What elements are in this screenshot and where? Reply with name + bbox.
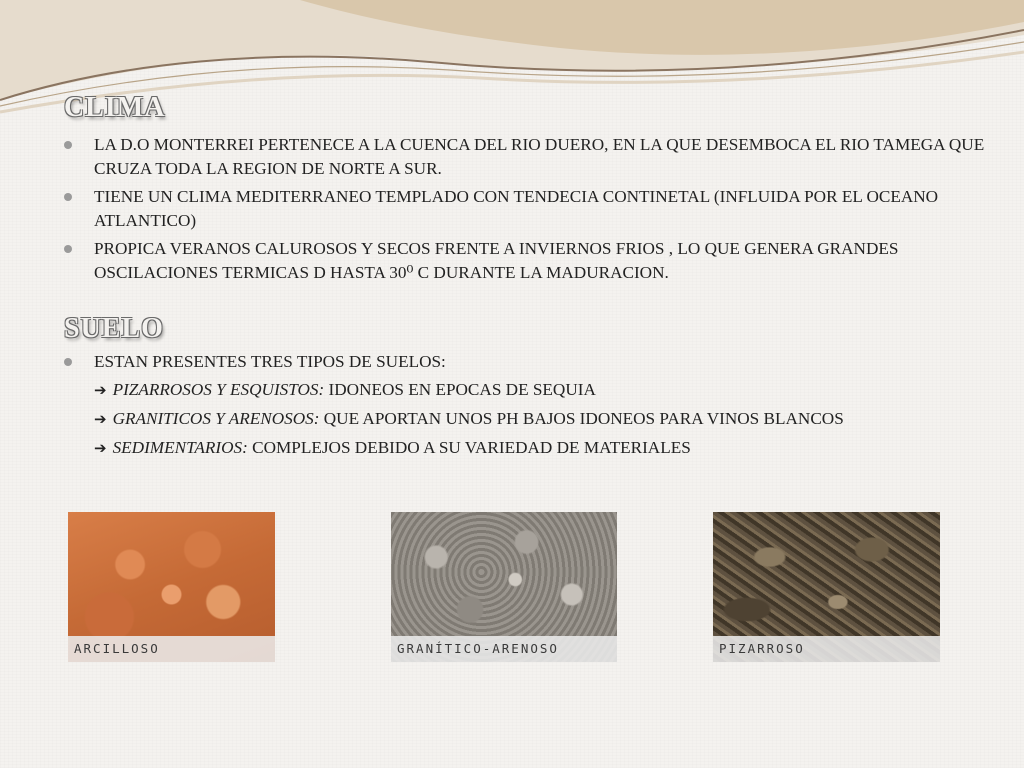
photo-caption: ARCILLOSO bbox=[68, 636, 275, 662]
right-arrow-icon: ➔ bbox=[94, 381, 107, 399]
soil-type-description: COMPLEJOS DEBIDO A SU VARIEDAD DE MATERIALES bbox=[247, 438, 691, 457]
soil-photo-pizarroso bbox=[713, 512, 940, 662]
suelo-heading: SUELO bbox=[64, 313, 164, 344]
right-arrow-icon: ➔ bbox=[94, 439, 107, 457]
soil-photo-arcilloso bbox=[68, 512, 275, 662]
soil-type-name: GRANITICOS Y ARENOSOS: bbox=[112, 409, 320, 428]
soil-type-item bbox=[94, 378, 844, 402]
right-arrow-icon: ➔ bbox=[94, 410, 107, 428]
clima-heading: CLIMA bbox=[64, 92, 166, 123]
photo-caption: PIZARROSO bbox=[713, 636, 940, 662]
suelo-bullet: ESTAN PRESENTES TRES TIPOS DE SUELOS: bbox=[64, 350, 994, 374]
clima-bullet: PROPICA VERANOS CALUROSOS Y SECOS FRENTE A INVIERNOS FRIOS , LO QUE GENERA GRANDES OSCILACIONES TERMICAS D HASTA 30⁰ C DURANTE LA MADURACION. bbox=[64, 237, 994, 285]
soil-types-list bbox=[94, 378, 844, 465]
soil-type-item bbox=[94, 407, 844, 431]
soil-type-name: SEDIMENTARIOS: bbox=[112, 438, 248, 457]
suelo-bullet-list bbox=[64, 350, 994, 378]
soil-type-name: PIZARROSOS Y ESQUISTOS: bbox=[112, 380, 325, 399]
clima-bullet: TIENE UN CLIMA MEDITERRANEO TEMPLADO CON TENDECIA CONTINETAL (INFLUIDA POR EL OCEANO ATLANTICO) bbox=[64, 185, 994, 233]
photo-caption: GRANÍTICO-ARENOSO bbox=[391, 636, 617, 662]
soil-type-description: IDONEOS EN EPOCAS DE SEQUIA bbox=[324, 380, 596, 399]
clima-bullet: LA D.O MONTERREI PERTENECE A LA CUENCA DEL RIO DUERO, EN LA QUE DESEMBOCA EL RIO TAMEGA QUE CRUZA TODA LA REGION DE NORTE A SUR. bbox=[64, 133, 994, 181]
clima-bullet-list bbox=[64, 133, 994, 289]
soil-type-item bbox=[94, 436, 844, 460]
soil-type-description: QUE APORTAN UNOS PH BAJOS IDONEOS PARA VINOS BLANCOS bbox=[319, 409, 844, 428]
soil-photo-granitico-arenoso bbox=[391, 512, 617, 662]
